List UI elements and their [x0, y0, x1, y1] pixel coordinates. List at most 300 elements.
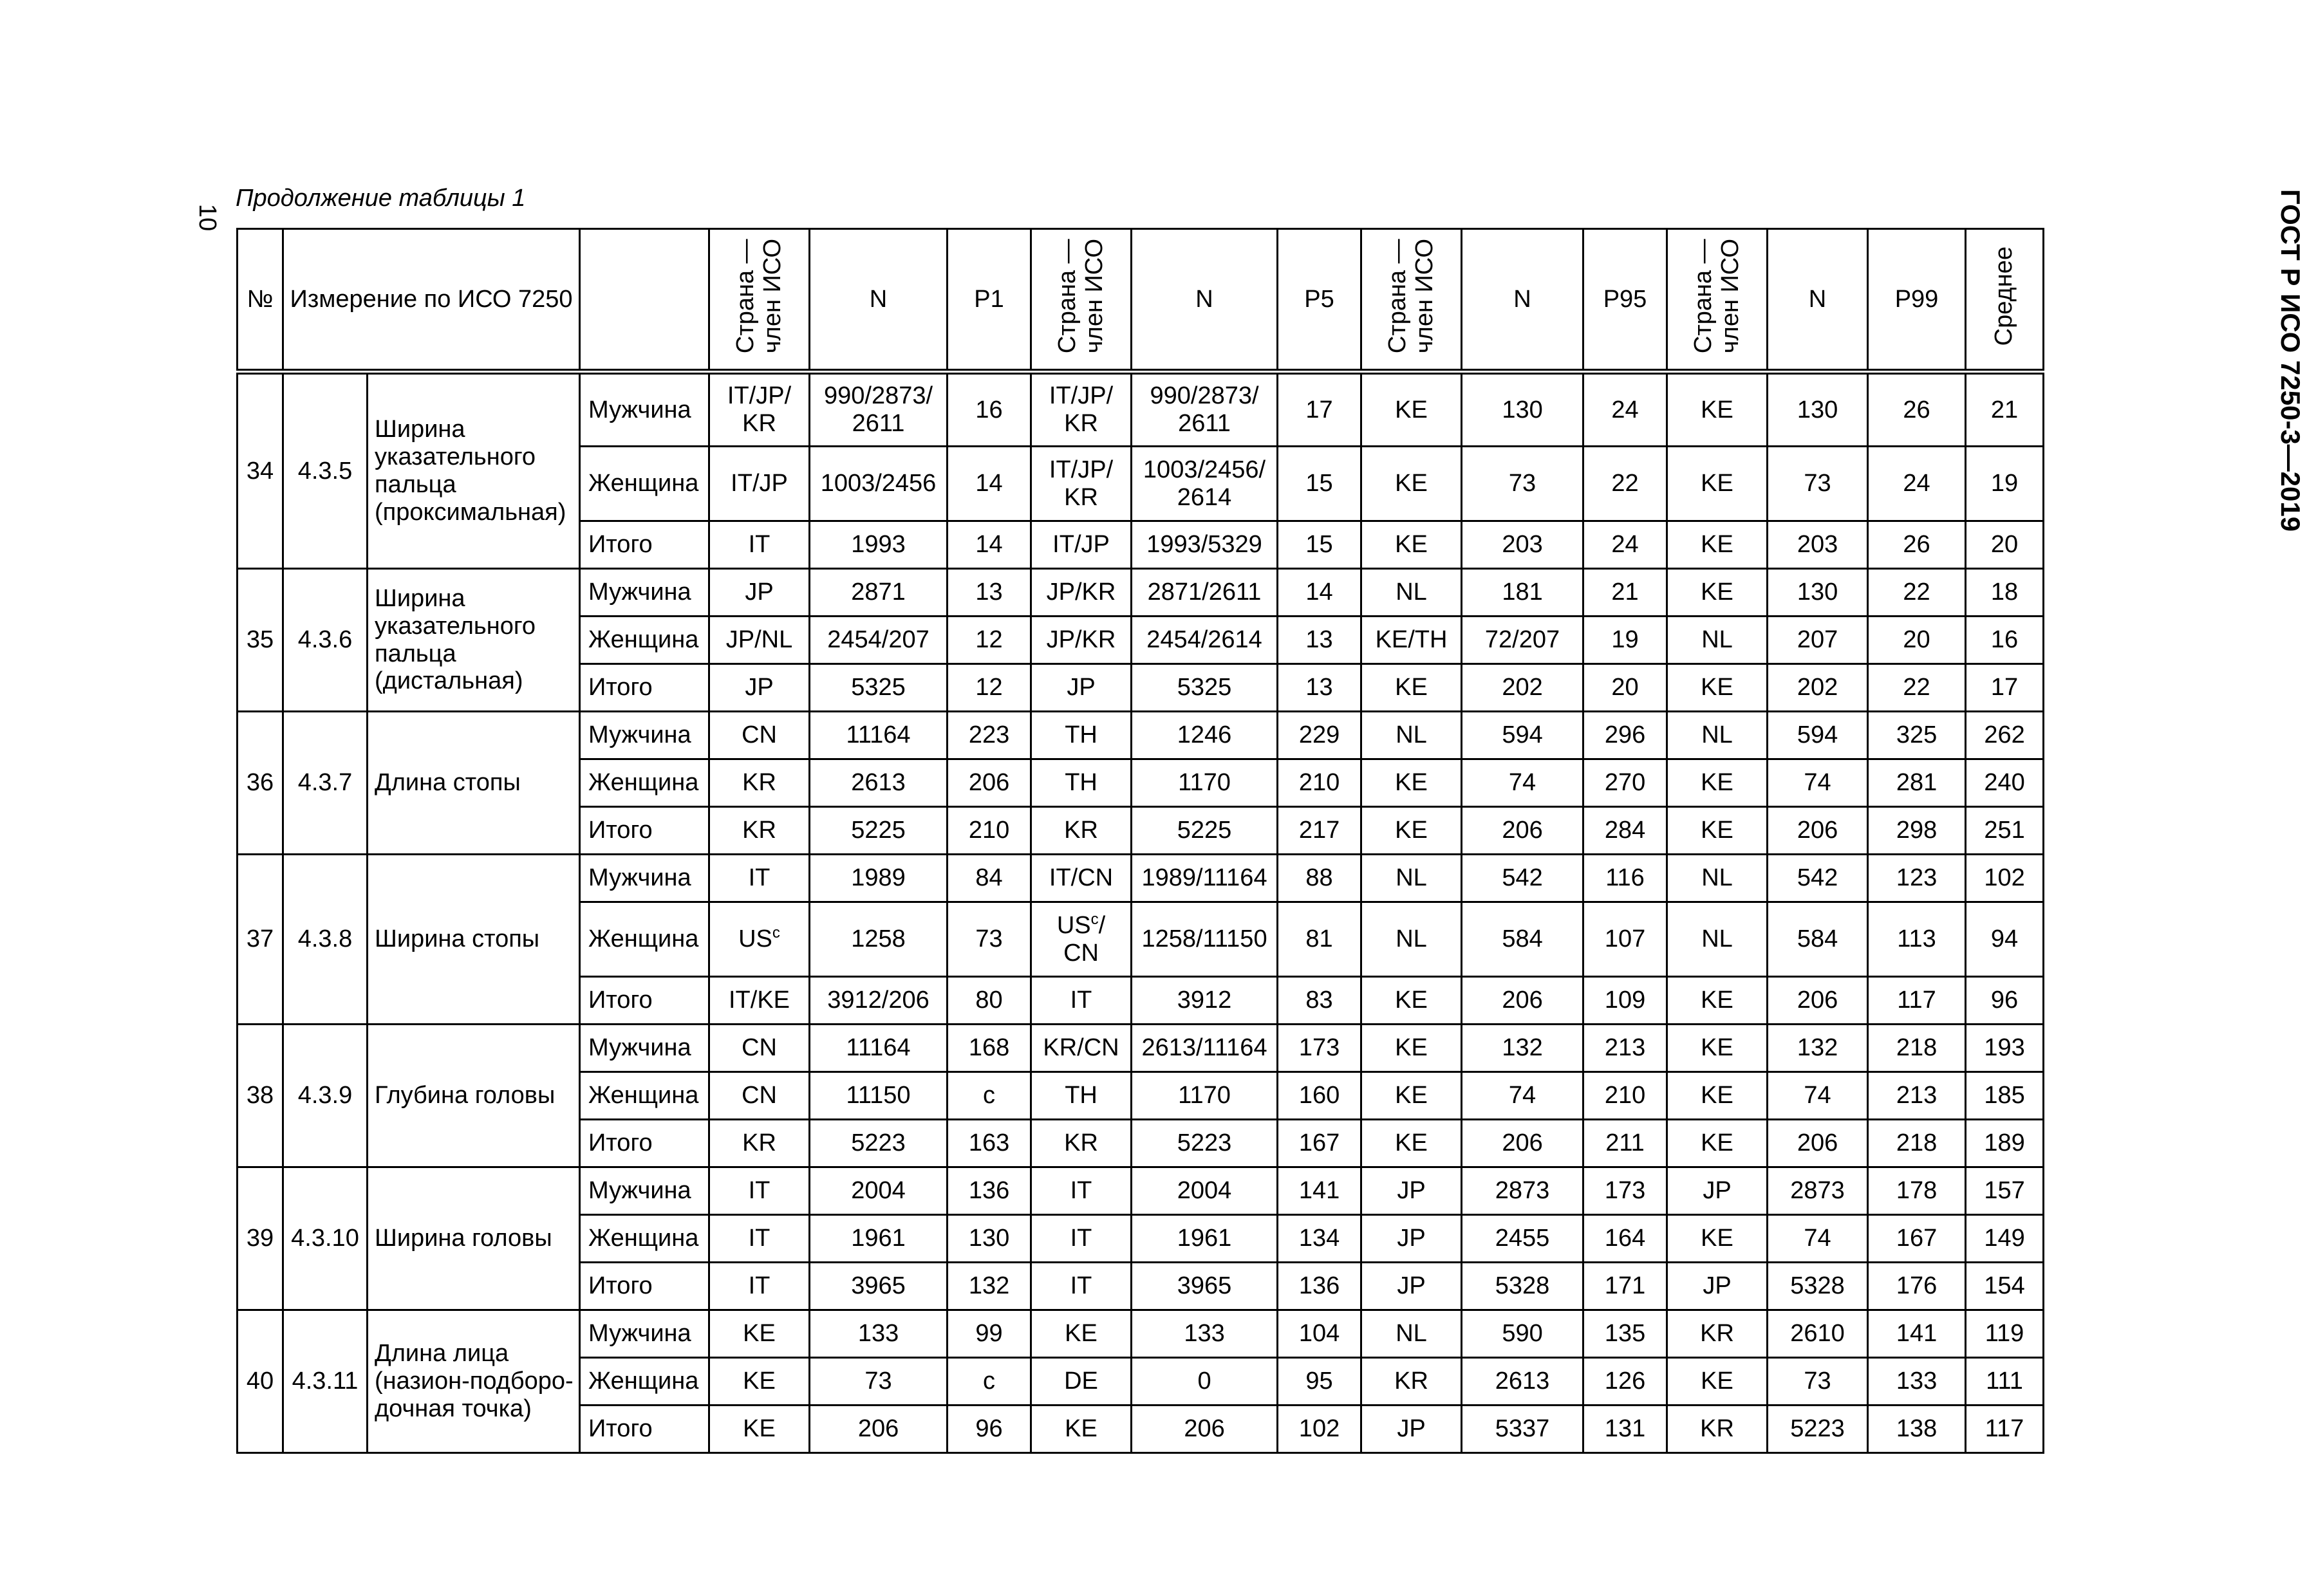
cell-p1: c [948, 1358, 1031, 1406]
cell-country-2: KE [1031, 1406, 1132, 1453]
cell-p99: 22 [1868, 664, 1966, 712]
cell-mean: 21 [1966, 372, 2044, 447]
cell-p99: 325 [1868, 712, 1966, 759]
header-p95: P95 [1583, 229, 1667, 372]
cell-p1: 96 [948, 1406, 1031, 1453]
cell-country-4: KE [1667, 977, 1768, 1025]
cell-p99: 22 [1868, 569, 1966, 617]
cell-mean: 19 [1966, 447, 2044, 521]
sex-label: Женщина [580, 617, 709, 664]
table-row [238, 1167, 2044, 1215]
measure-code: 4.3.9 [283, 1025, 368, 1167]
cell-country-4: KE [1667, 1358, 1768, 1406]
cell-p99: 176 [1868, 1263, 1966, 1310]
cell-n-1: 133 [810, 1310, 948, 1358]
cell-country-4: KR [1667, 1310, 1768, 1358]
cell-n-2: 3912 [1132, 977, 1278, 1025]
header-n-2: N [1132, 229, 1278, 372]
cell-mean: 251 [1966, 807, 2044, 855]
cell-n-1: 3965 [810, 1263, 948, 1310]
cell-n-2: 2871/2611 [1132, 569, 1278, 617]
cell-p95: 173 [1583, 1167, 1667, 1215]
cell-country-3: NL [1361, 855, 1462, 902]
cell-mean: 111 [1966, 1358, 2044, 1406]
measure-code: 4.3.8 [283, 855, 368, 1025]
cell-n-1: 2004 [810, 1167, 948, 1215]
header-n-3: N [1462, 229, 1583, 372]
cell-p5: 104 [1278, 1310, 1361, 1358]
cell-p99: 117 [1868, 977, 1966, 1025]
cell-country-3: KE [1361, 521, 1462, 569]
cell-n-2: 1246 [1132, 712, 1278, 759]
cell-mean: 262 [1966, 712, 2044, 759]
sex-label: Итого [580, 977, 709, 1025]
cell-n-4: 73 [1768, 1358, 1868, 1406]
sex-label: Итого [580, 664, 709, 712]
cell-p95: 135 [1583, 1310, 1667, 1358]
cell-p99: 138 [1868, 1406, 1966, 1453]
cell-n-4: 130 [1768, 372, 1868, 447]
cell-p1: 136 [948, 1167, 1031, 1215]
cell-n-1: 5223 [810, 1120, 948, 1167]
cell-country-2: TH [1031, 759, 1132, 807]
sex-label: Женщина [580, 1358, 709, 1406]
cell-country-1: JP/NL [709, 617, 810, 664]
cell-n-2: 1003/2456/ 2614 [1132, 447, 1278, 521]
cell-p5: 102 [1278, 1406, 1361, 1453]
sex-label: Женщина [580, 1072, 709, 1120]
cell-n-4: 584 [1768, 902, 1868, 977]
sex-label: Мужчина [580, 1310, 709, 1358]
cell-n-2: 990/2873/ 2611 [1132, 372, 1278, 447]
measure-number: 35 [238, 569, 283, 712]
cell-p1: 223 [948, 712, 1031, 759]
cell-country-1: KE [709, 1406, 810, 1453]
cell-p99: 141 [1868, 1310, 1966, 1358]
cell-country-1: IT/JP/ KR [709, 372, 810, 447]
cell-country-4: KE [1667, 807, 1768, 855]
cell-p95: 211 [1583, 1120, 1667, 1167]
cell-country-1: KE [709, 1358, 810, 1406]
cell-country-1: IT/KE [709, 977, 810, 1025]
cell-country-2: KE [1031, 1310, 1132, 1358]
cell-n-4: 2873 [1768, 1167, 1868, 1215]
cell-n-1: 1258 [810, 902, 948, 977]
cell-mean: 119 [1966, 1310, 2044, 1358]
header-country-1-text: Страна — член ИСО [731, 238, 786, 354]
cell-n-3: 203 [1462, 521, 1583, 569]
cell-p1: 163 [948, 1120, 1031, 1167]
cell-country-3: JP [1361, 1167, 1462, 1215]
cell-n-1: 1989 [810, 855, 948, 902]
cell-p95: 270 [1583, 759, 1667, 807]
cell-n-1: 2871 [810, 569, 948, 617]
measure-code: 4.3.6 [283, 569, 368, 712]
table-caption: Продолжение таблицы 1 [236, 185, 526, 212]
cell-p5: 13 [1278, 617, 1361, 664]
data-table [236, 228, 2044, 1454]
cell-n-3: 202 [1462, 664, 1583, 712]
cell-p5: 81 [1278, 902, 1361, 977]
cell-n-1: 990/2873/ 2611 [810, 372, 948, 447]
header-country-1 [709, 229, 810, 372]
cell-country-1: KR [709, 759, 810, 807]
cell-n-1: 5325 [810, 664, 948, 712]
cell-country-3: KE [1361, 664, 1462, 712]
measure-code: 4.3.11 [283, 1310, 368, 1453]
sex-label: Итого [580, 1263, 709, 1310]
cell-p95: 164 [1583, 1215, 1667, 1263]
cell-country-1: IT [709, 855, 810, 902]
cell-n-2: 1993/5329 [1132, 521, 1278, 569]
cell-n-1: 2613 [810, 759, 948, 807]
cell-n-3: 72/207 [1462, 617, 1583, 664]
cell-country-2 [1031, 902, 1132, 977]
cell-n-4: 206 [1768, 807, 1868, 855]
cell-p99: 26 [1868, 521, 1966, 569]
cell-p1: 14 [948, 447, 1031, 521]
cell-p95: 284 [1583, 807, 1667, 855]
cell-country-4: KE [1667, 664, 1768, 712]
cell-mean: 157 [1966, 1167, 2044, 1215]
cell-p99: 20 [1868, 617, 1966, 664]
cell-country-4: KE [1667, 1215, 1768, 1263]
measure-name: Ширина стопы [368, 855, 580, 1025]
header-n-4: N [1768, 229, 1868, 372]
cell-country-1: CN [709, 712, 810, 759]
cell-p1: 168 [948, 1025, 1031, 1072]
cell-p1: 14 [948, 521, 1031, 569]
cell-p5: 13 [1278, 664, 1361, 712]
header-p5: P5 [1278, 229, 1361, 372]
cell-p5: 141 [1278, 1167, 1361, 1215]
sex-label: Итого [580, 1120, 709, 1167]
cell-mean: 149 [1966, 1215, 2044, 1263]
cell-p1: 16 [948, 372, 1031, 447]
header-country-4 [1667, 229, 1768, 372]
cell-country-3: KE [1361, 447, 1462, 521]
cell-n-3: 2613 [1462, 1358, 1583, 1406]
footnote-marker: c [772, 924, 780, 942]
sex-label: Мужчина [580, 855, 709, 902]
cell-country-1: JP [709, 569, 810, 617]
cell-country-1: KE [709, 1310, 810, 1358]
cell-country-2: KR [1031, 1120, 1132, 1167]
cell-n-3: 206 [1462, 807, 1583, 855]
cell-country-2: DE [1031, 1358, 1132, 1406]
cell-text: US [738, 925, 772, 953]
cell-n-3: 181 [1462, 569, 1583, 617]
cell-country-3: NL [1361, 1310, 1462, 1358]
cell-country-1 [709, 902, 810, 977]
cell-country-3: KE [1361, 977, 1462, 1025]
cell-p5: 15 [1278, 447, 1361, 521]
cell-p95: 24 [1583, 372, 1667, 447]
cell-country-1: KR [709, 807, 810, 855]
sex-label: Мужчина [580, 372, 709, 447]
cell-n-1: 1993 [810, 521, 948, 569]
cell-country-2: JP/KR [1031, 617, 1132, 664]
cell-n-4: 74 [1768, 1215, 1868, 1263]
sex-label: Мужчина [580, 1025, 709, 1072]
cell-mean: 18 [1966, 569, 2044, 617]
cell-country-4: NL [1667, 617, 1768, 664]
cell-country-1: KR [709, 1120, 810, 1167]
measure-number: 36 [238, 712, 283, 855]
cell-country-2: IT/CN [1031, 855, 1132, 902]
cell-n-3: 74 [1462, 1072, 1583, 1120]
sex-label: Итого [580, 807, 709, 855]
page-number: 10 [194, 203, 221, 232]
cell-n-3: 74 [1462, 759, 1583, 807]
header-mean [1966, 229, 2044, 372]
cell-n-4: 74 [1768, 759, 1868, 807]
cell-country-2: TH [1031, 1072, 1132, 1120]
cell-country-3: KE [1361, 1120, 1462, 1167]
cell-n-1: 5225 [810, 807, 948, 855]
cell-n-4: 130 [1768, 569, 1868, 617]
table-row [238, 1310, 2044, 1358]
cell-p5: 210 [1278, 759, 1361, 807]
cell-p95: 24 [1583, 521, 1667, 569]
cell-n-4: 207 [1768, 617, 1868, 664]
cell-p5: 229 [1278, 712, 1361, 759]
measure-number: 37 [238, 855, 283, 1025]
cell-country-2: IT [1031, 977, 1132, 1025]
cell-n-4: 2610 [1768, 1310, 1868, 1358]
cell-n-1: 11150 [810, 1072, 948, 1120]
table-body [238, 372, 2044, 1453]
cell-p5: 217 [1278, 807, 1361, 855]
cell-country-2: KR [1031, 807, 1132, 855]
sex-label: Женщина [580, 1215, 709, 1263]
cell-country-4: KR [1667, 1406, 1768, 1453]
cell-n-2: 133 [1132, 1310, 1278, 1358]
cell-country-1: JP [709, 664, 810, 712]
measure-name: Длина стопы [368, 712, 580, 855]
cell-p99: 167 [1868, 1215, 1966, 1263]
cell-n-1: 11164 [810, 1025, 948, 1072]
table-row [238, 712, 2044, 759]
cell-country-3: KE [1361, 1025, 1462, 1072]
cell-country-1: IT/JP [709, 447, 810, 521]
document-title: ГОСТ Р ИСО 7250-3—2019 [2275, 189, 2306, 532]
cell-country-3: JP [1361, 1406, 1462, 1453]
table-header-row [238, 229, 2044, 372]
cell-n-4: 206 [1768, 1120, 1868, 1167]
cell-mean: 16 [1966, 617, 2044, 664]
cell-country-2: IT/JP [1031, 521, 1132, 569]
cell-mean: 185 [1966, 1072, 2044, 1120]
cell-text: US [1056, 911, 1091, 939]
cell-p95: 131 [1583, 1406, 1667, 1453]
measure-code: 4.3.7 [283, 712, 368, 855]
cell-country-2: IT/JP/ KR [1031, 447, 1132, 521]
cell-p99: 24 [1868, 447, 1966, 521]
cell-n-1: 2454/207 [810, 617, 948, 664]
cell-text-tail: / CN [1063, 911, 1106, 967]
cell-n-2: 2454/2614 [1132, 617, 1278, 664]
cell-n-2: 1961 [1132, 1215, 1278, 1263]
sex-label: Женщина [580, 759, 709, 807]
cell-p95: 21 [1583, 569, 1667, 617]
cell-n-3: 542 [1462, 855, 1583, 902]
cell-country-4: NL [1667, 855, 1768, 902]
header-country-2 [1031, 229, 1132, 372]
cell-country-1: IT [709, 1167, 810, 1215]
cell-p95: 20 [1583, 664, 1667, 712]
cell-country-3: JP [1361, 1263, 1462, 1310]
cell-n-3: 5337 [1462, 1406, 1583, 1453]
cell-p99: 113 [1868, 902, 1966, 977]
cell-n-4: 206 [1768, 977, 1868, 1025]
sex-label: Мужчина [580, 712, 709, 759]
cell-country-4: KE [1667, 1072, 1768, 1120]
cell-country-3: NL [1361, 902, 1462, 977]
cell-p5: 173 [1278, 1025, 1361, 1072]
cell-p5: 134 [1278, 1215, 1361, 1263]
cell-mean: 240 [1966, 759, 2044, 807]
cell-n-2: 1170 [1132, 759, 1278, 807]
measure-code: 4.3.5 [283, 372, 368, 569]
cell-p99: 123 [1868, 855, 1966, 902]
cell-country-2: IT [1031, 1215, 1132, 1263]
cell-p99: 281 [1868, 759, 1966, 807]
cell-country-3: KE [1361, 807, 1462, 855]
cell-p5: 160 [1278, 1072, 1361, 1120]
cell-n-4: 73 [1768, 447, 1868, 521]
cell-p1: 73 [948, 902, 1031, 977]
cell-country-4: KE [1667, 1025, 1768, 1072]
cell-n-1: 11164 [810, 712, 948, 759]
cell-country-2: TH [1031, 712, 1132, 759]
measure-number: 40 [238, 1310, 283, 1453]
cell-n-2: 2613/11164 [1132, 1025, 1278, 1072]
header-mean-text: Среднее [1990, 246, 2018, 346]
cell-n-4: 202 [1768, 664, 1868, 712]
cell-n-1: 3912/206 [810, 977, 948, 1025]
measure-number: 39 [238, 1167, 283, 1310]
measure-code: 4.3.10 [283, 1167, 368, 1310]
cell-p5: 17 [1278, 372, 1361, 447]
cell-p95: 109 [1583, 977, 1667, 1025]
cell-n-4: 5328 [1768, 1263, 1868, 1310]
cell-n-2: 1989/11164 [1132, 855, 1278, 902]
header-country-3-text: Страна — член ИСО [1383, 238, 1438, 354]
cell-country-4: KE [1667, 447, 1768, 521]
cell-n-1: 1961 [810, 1215, 948, 1263]
cell-country-4: KE [1667, 759, 1768, 807]
cell-n-3: 73 [1462, 447, 1583, 521]
cell-n-2: 2004 [1132, 1167, 1278, 1215]
header-country-4-text: Страна — член ИСО [1689, 238, 1744, 354]
cell-p99: 298 [1868, 807, 1966, 855]
cell-mean: 94 [1966, 902, 2044, 977]
cell-country-2: JP/KR [1031, 569, 1132, 617]
cell-country-3: NL [1361, 712, 1462, 759]
cell-p1: 12 [948, 664, 1031, 712]
header-p99: P99 [1868, 229, 1966, 372]
cell-mean: 96 [1966, 977, 2044, 1025]
cell-country-1: CN [709, 1025, 810, 1072]
cell-mean: 20 [1966, 521, 2044, 569]
cell-p95: 296 [1583, 712, 1667, 759]
footnote-marker: c [1090, 910, 1099, 928]
header-sex [580, 229, 709, 372]
cell-country-4: KE [1667, 521, 1768, 569]
cell-country-4: JP [1667, 1263, 1768, 1310]
cell-p5: 14 [1278, 569, 1361, 617]
cell-n-2: 206 [1132, 1406, 1278, 1453]
cell-country-4: KE [1667, 569, 1768, 617]
measure-name: Глубина головы [368, 1025, 580, 1167]
cell-country-2: IT [1031, 1263, 1132, 1310]
cell-n-2: 1258/11150 [1132, 902, 1278, 977]
cell-n-3: 132 [1462, 1025, 1583, 1072]
sex-label: Мужчина [580, 569, 709, 617]
header-p1: P1 [948, 229, 1031, 372]
cell-n-2: 5325 [1132, 664, 1278, 712]
cell-country-4: NL [1667, 712, 1768, 759]
measure-number: 38 [238, 1025, 283, 1167]
table-row [238, 855, 2044, 902]
cell-country-1: IT [709, 1215, 810, 1263]
cell-country-1: IT [709, 1263, 810, 1310]
cell-p95: 171 [1583, 1263, 1667, 1310]
cell-n-2: 5223 [1132, 1120, 1278, 1167]
cell-mean: 117 [1966, 1406, 2044, 1453]
cell-country-4: JP [1667, 1167, 1768, 1215]
cell-country-2: IT/JP/ KR [1031, 372, 1132, 447]
cell-country-3: KE [1361, 759, 1462, 807]
cell-n-4: 5223 [1768, 1406, 1868, 1453]
cell-country-2: JP [1031, 664, 1132, 712]
cell-p1: 12 [948, 617, 1031, 664]
sex-label: Мужчина [580, 1167, 709, 1215]
cell-n-3: 206 [1462, 1120, 1583, 1167]
cell-n-2: 0 [1132, 1358, 1278, 1406]
cell-p95: 116 [1583, 855, 1667, 902]
measure-name: Ширина указательного пальца (дистальная) [368, 569, 580, 712]
cell-p99: 26 [1868, 372, 1966, 447]
sex-label: Женщина [580, 902, 709, 977]
cell-p5: 136 [1278, 1263, 1361, 1310]
sex-label: Итого [580, 521, 709, 569]
cell-country-2: IT [1031, 1167, 1132, 1215]
cell-n-3: 2455 [1462, 1215, 1583, 1263]
cell-country-3: JP [1361, 1215, 1462, 1263]
cell-country-1: IT [709, 521, 810, 569]
cell-p1: 130 [948, 1215, 1031, 1263]
cell-p5: 88 [1278, 855, 1361, 902]
header-country-3 [1361, 229, 1462, 372]
measure-number: 34 [238, 372, 283, 569]
cell-country-4: KE [1667, 1120, 1768, 1167]
cell-p99: 133 [1868, 1358, 1966, 1406]
cell-n-3: 584 [1462, 902, 1583, 977]
header-no: № [238, 229, 283, 372]
cell-p99: 213 [1868, 1072, 1966, 1120]
cell-n-4: 132 [1768, 1025, 1868, 1072]
cell-p1: 84 [948, 855, 1031, 902]
measure-name: Ширина головы [368, 1167, 580, 1310]
table-row [238, 372, 2044, 447]
cell-p5: 167 [1278, 1120, 1361, 1167]
cell-n-3: 130 [1462, 372, 1583, 447]
cell-n-3: 206 [1462, 977, 1583, 1025]
cell-n-3: 594 [1462, 712, 1583, 759]
cell-n-1: 206 [810, 1406, 948, 1453]
